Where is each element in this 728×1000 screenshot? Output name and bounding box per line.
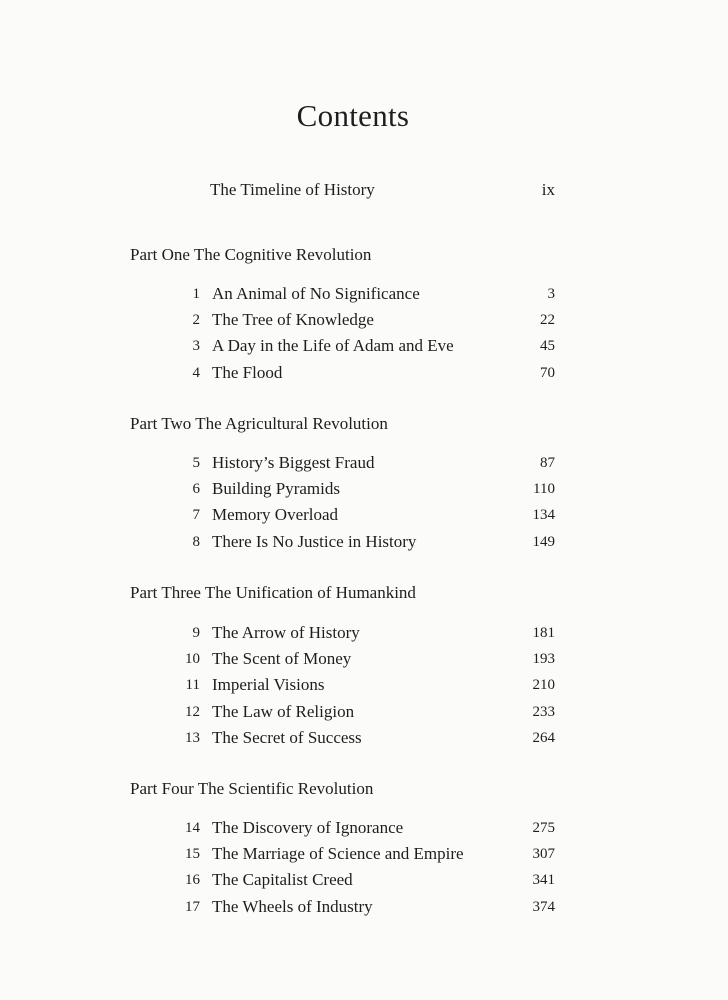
chapter-title: Building Pyramids [212, 479, 340, 499]
chapter-title: History’s Biggest Fraud [212, 453, 375, 472]
toc-entry [0, 451, 728, 475]
toc-entry [0, 530, 728, 554]
chapter-page: 45 [540, 338, 555, 355]
chapter-page: 210 [532, 677, 555, 694]
chapter-number: 13 [185, 729, 200, 746]
chapter-title: The Discovery of Ignorance [212, 818, 404, 837]
chapter-page: 70 [540, 364, 555, 381]
chapter-number: 3 [192, 338, 200, 355]
chapter-number: 6 [192, 481, 200, 498]
part-heading: Part Two The Agricultural Revolution [130, 414, 388, 433]
chapter-title: An Animal of No Significance [212, 284, 420, 303]
chapter-page: 134 [532, 507, 555, 524]
chapter-title: Memory Overload [212, 505, 339, 525]
chapter-title: Imperial Visions [212, 675, 325, 695]
chapter-page: 307 [532, 846, 555, 863]
toc-entry [0, 621, 728, 645]
toc-entry [0, 477, 728, 501]
toc-entry [0, 503, 728, 527]
chapter-page: 110 [533, 481, 555, 498]
part-heading: Part One The Cognitive Revolution [130, 245, 372, 264]
chapter-number: 2 [192, 312, 200, 329]
toc-entry [0, 282, 728, 306]
chapter-title: The Flood [212, 362, 283, 382]
chapter-number: 17 [185, 898, 200, 915]
chapter-title: The Marriage of Science and Empire [212, 844, 464, 864]
chapter-number: 7 [192, 507, 200, 524]
chapter-title: The Capitalist Creed [212, 870, 353, 890]
toc-entry [0, 700, 728, 724]
page-title: Contents [296, 98, 410, 133]
chapter-page: 3 [547, 286, 555, 302]
chapter-page: 181 [532, 625, 555, 641]
chapter-title: The Wheels of Industry [212, 896, 373, 916]
toc-entry [0, 673, 728, 697]
chapter-number: 15 [185, 846, 200, 863]
toc-front-entry [0, 178, 728, 202]
chapter-page: 22 [540, 312, 555, 329]
toc-entry [0, 816, 728, 840]
chapter-page: 193 [532, 651, 555, 668]
chapter-number: 1 [192, 286, 200, 302]
chapter-page: 275 [532, 820, 555, 836]
chapter-number: 9 [192, 625, 200, 641]
chapter-number: 4 [192, 364, 200, 381]
entry-page: ix [541, 180, 555, 199]
toc-entry [0, 842, 728, 866]
toc-entry [0, 868, 728, 892]
chapter-number: 5 [192, 455, 200, 471]
chapter-page: 233 [532, 703, 555, 720]
toc-entry [0, 361, 728, 385]
toc-entry [0, 726, 728, 750]
chapter-number: 12 [185, 703, 200, 720]
chapter-title: The Tree of Knowledge [212, 310, 374, 330]
chapter-page: 341 [532, 872, 555, 889]
chapter-title: The Arrow of History [212, 623, 360, 642]
chapter-number: 10 [185, 651, 200, 668]
chapter-page: 264 [532, 729, 555, 746]
chapter-title: The Secret of Success [212, 727, 362, 747]
chapter-page: 87 [540, 455, 555, 471]
toc-entry [0, 308, 728, 332]
chapter-title: The Scent of Money [212, 649, 352, 669]
chapter-number: 14 [185, 820, 200, 836]
part-heading: Part Four The Scientific Revolution [130, 779, 374, 798]
chapter-number: 8 [192, 533, 200, 550]
entry-title: The Timeline of History [210, 180, 375, 199]
chapter-title: The Law of Religion [212, 701, 355, 721]
toc-entry [0, 334, 728, 358]
toc-entry [0, 895, 728, 919]
chapter-page: 374 [532, 898, 555, 915]
chapter-title: A Day in the Life of Adam and Eve [212, 336, 454, 356]
toc-entry [0, 647, 728, 671]
chapter-number: 11 [185, 677, 200, 694]
chapter-number: 16 [185, 872, 200, 889]
part-heading: Part Three The Unification of Humankind [130, 583, 416, 602]
chapter-page: 149 [532, 533, 555, 550]
chapter-title: There Is No Justice in History [212, 531, 417, 551]
